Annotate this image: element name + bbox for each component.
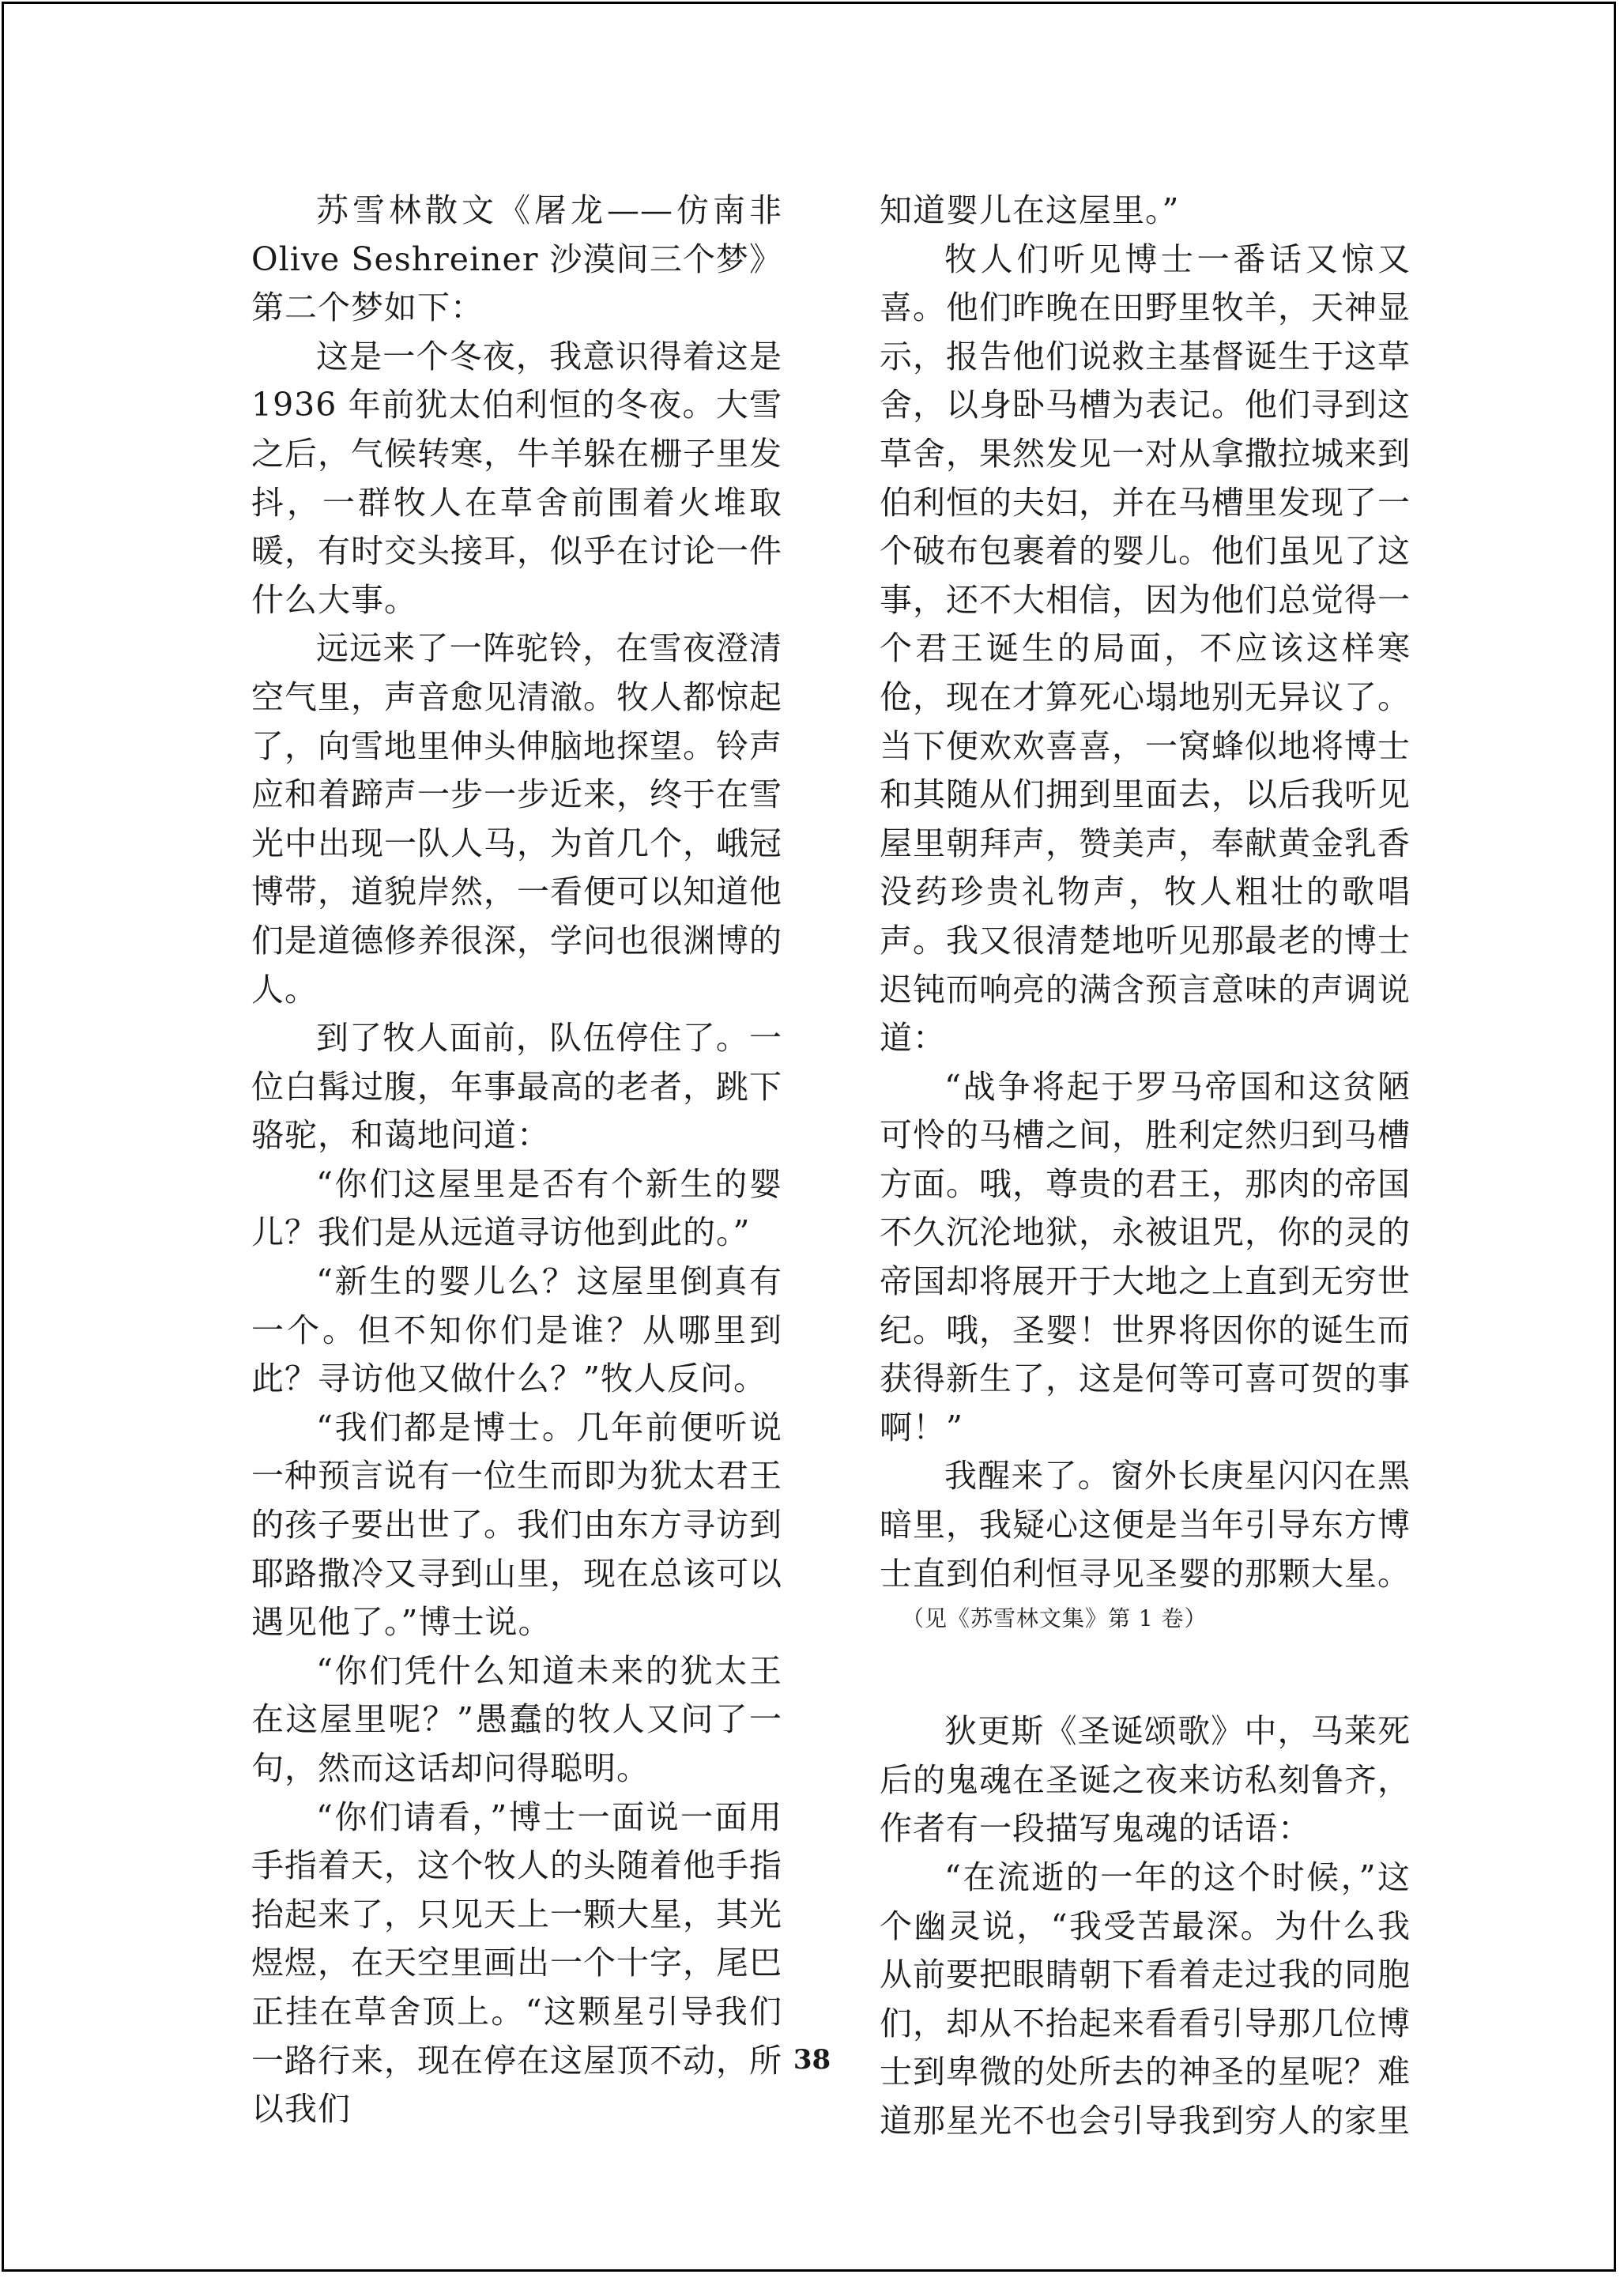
left-column <box>251 187 782 2134</box>
right-column <box>880 187 1411 2146</box>
paragraph: “你们这屋里是否有个新生的婴儿？我们是从远道寻访他到此的。” <box>251 1164 782 1252</box>
source-note: （见《苏雪林文集》第 1 卷） <box>902 1605 1208 1632</box>
page-number: 38 <box>793 2044 831 2076</box>
paragraph: “新生的婴儿么？这屋里倒真有一个。但不知你们是谁？从哪里到此？寻访他又做什么？”牧人反问。 <box>251 1262 782 1398</box>
paragraph: 我醒来了。窗外长庚星闪闪在黑暗里，我疑心这便是当年引导东方博士直到伯利恒寻见圣婴的那颗大星。 <box>880 1457 1411 1593</box>
paragraph: “你们凭什么知道未来的犹太王在这屋里呢？”愚蠢的牧人又问了一句，然而这话却问得聪明。 <box>251 1651 782 1787</box>
paragraph-continuation: 知道婴儿在这屋里。” <box>880 191 1180 229</box>
paragraph: 苏雪林散文《屠龙——仿南非 Olive Seshreiner 沙漠间三个梦》第二个梦如下： <box>251 191 782 327</box>
section-gap <box>880 1633 1411 1707</box>
paragraph: “在流逝的一年的这个时候，”这个幽灵说，“我受苦最深。为什么我从前要把眼睛朝下看着走过我的同胞们，却从不抬起来看看引导那几位博士到卑微的处所去的神圣的星呢？难道那星光不也会引导我到穷人的家里 <box>880 1858 1411 2140</box>
paragraph: “我们都是博士。几年前便听说一种预言说有一位生而即为犹太君王的孩子要出世了。我们由东方寻访到耶路撒冷又寻到山里，现在总该可以遇见他了。”博士说。 <box>251 1408 782 1642</box>
paragraph: “你们请看，”博士一面说一面用手指着天，这个牧人的头随着他手指抬起来了，只见天上一颗大星，其光煜煜，在天空里画出一个十字，尾巴正挂在草舍顶上。“这颗星引导我们一路行来，现在停在这屋顶不动，所以我们 <box>251 1797 782 2129</box>
paragraph: “战争将起于罗马帝国和这贫陋可怜的马槽之间，胜利定然归到马槽方面。哦，尊贵的君王，那肉的帝国不久沉沦地狱，永被诅咒，你的灵的帝国却将展开于大地之上直到无穷世纪。哦，圣婴！世界将因你的诞生而获得新生了，这是何等可喜可贺的事啊！” <box>880 1067 1411 1446</box>
paragraph: 到了牧人面前，队伍停住了。一位白髯过腹，年事最高的老者，跳下骆驼，和蔼地问道： <box>251 1019 782 1155</box>
paragraph: 牧人们听见博士一番话又惊又喜。他们昨晚在田野里牧羊，天神显示，报告他们说救主基督诞生于这草舍，以身卧马槽为表记。他们寻到这草舍，果然发见一对从拿撒拉城来到伯利恒的夫妇，并在马槽里发现了一个破布包裹着的婴儿。他们虽见了这事，还不大相信，因为他们总觉得一个君王诞生的局面，不应该这样寒伧，现在才算死心塌地别无异议了。当下便欢欢喜喜，一窝蜂似地将博士和其随从们拥到里面去，以后我听见屋里朝拜声，赞美声，奉献黄金乳香没药珍贵礼物声，牧人粗壮的歌唱声。我又很清楚地听见那最老的博士迟钝而响亮的满含预言意味的声调说道： <box>880 239 1411 1058</box>
paragraph: 狄更斯《圣诞颂歌》中，马莱死后的鬼魂在圣诞之夜来访私刻鲁齐，作者有一段描写鬼魂的话语： <box>880 1712 1411 1848</box>
paragraph: 这是一个冬夜，我意识得着这是 1936 年前犹太伯利恒的冬夜。大雪之后，气候转寒，牛羊躲在栅子里发抖，一群牧人在草舍前围着火堆取暖，有时交头接耳，似乎在讨论一件什么大事。 <box>251 337 782 619</box>
paragraph: 远远来了一阵驼铃，在雪夜澄清空气里，声音愈见清澈。牧人都惊起了，向雪地里伸头伸脑地探望。铃声应和着蹄声一步一步近来，终于在雪光中出现一队人马，为首几个，峨冠博带，道貌岸然，一看便可以知道他们是道德修养很深，学问也很渊博的人。 <box>251 629 782 1009</box>
